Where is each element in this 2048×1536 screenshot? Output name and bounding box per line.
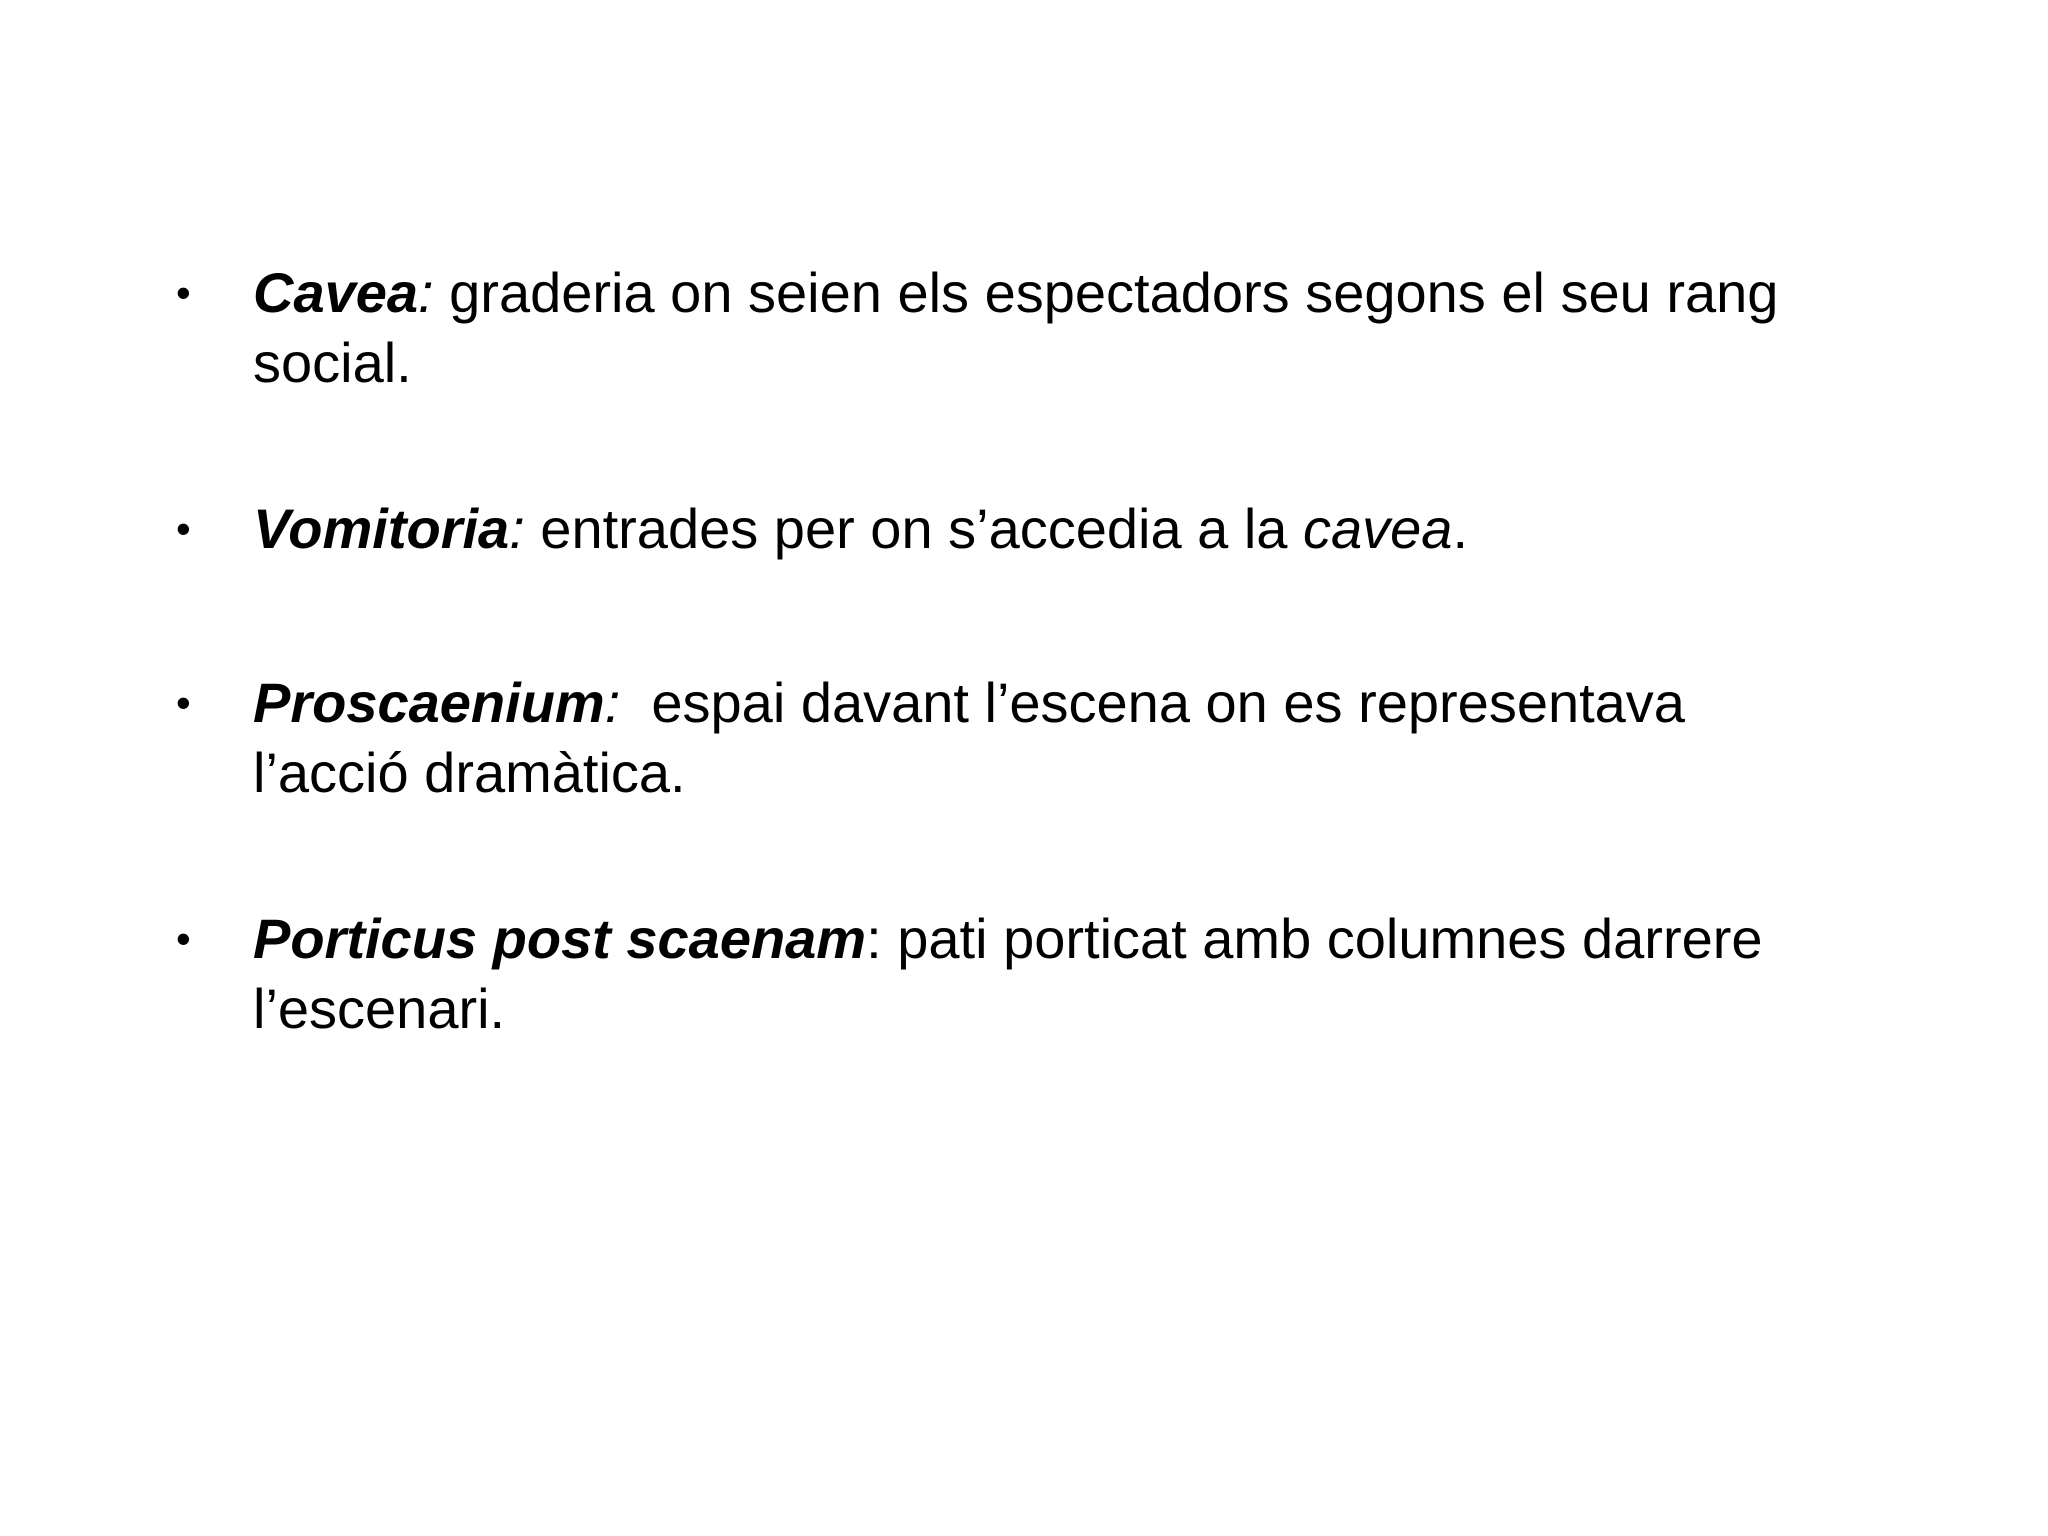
- term: Cavea: [253, 261, 419, 324]
- term: Vomitoria: [253, 497, 510, 560]
- term-separator: :: [418, 261, 434, 324]
- term-separator: :: [604, 671, 621, 734]
- definition: graderia on seien els espectadors segons el seu rang: [433, 261, 1779, 324]
- term-separator: :: [866, 907, 882, 970]
- definition: pati porticat amb columnes darrere: [881, 907, 1763, 970]
- term: Porticus post scaenam: [253, 907, 867, 970]
- emphasized-word: cavea: [1303, 497, 1453, 560]
- bullet-glyph: •: [176, 915, 191, 962]
- definition: entrades per on s’accedia a la: [524, 497, 1304, 560]
- bullet-glyph: •: [176, 505, 191, 552]
- item-content: [253, 494, 1853, 564]
- definition: espai davant l’escena on es representava: [620, 671, 1685, 734]
- item-content: [253, 258, 1853, 398]
- definition-end: .: [1452, 497, 1469, 560]
- definition-continued: l’acció dramàtica.: [253, 741, 686, 804]
- term: Proscaenium: [253, 671, 605, 734]
- item-content: [253, 668, 1853, 808]
- definition-continued: l’escenari.: [253, 977, 506, 1040]
- definition-continued: social.: [253, 331, 412, 394]
- bullet-glyph: •: [176, 679, 191, 726]
- term-separator: :: [509, 497, 525, 560]
- bullet-glyph: •: [176, 269, 191, 316]
- item-content: [253, 904, 1853, 1044]
